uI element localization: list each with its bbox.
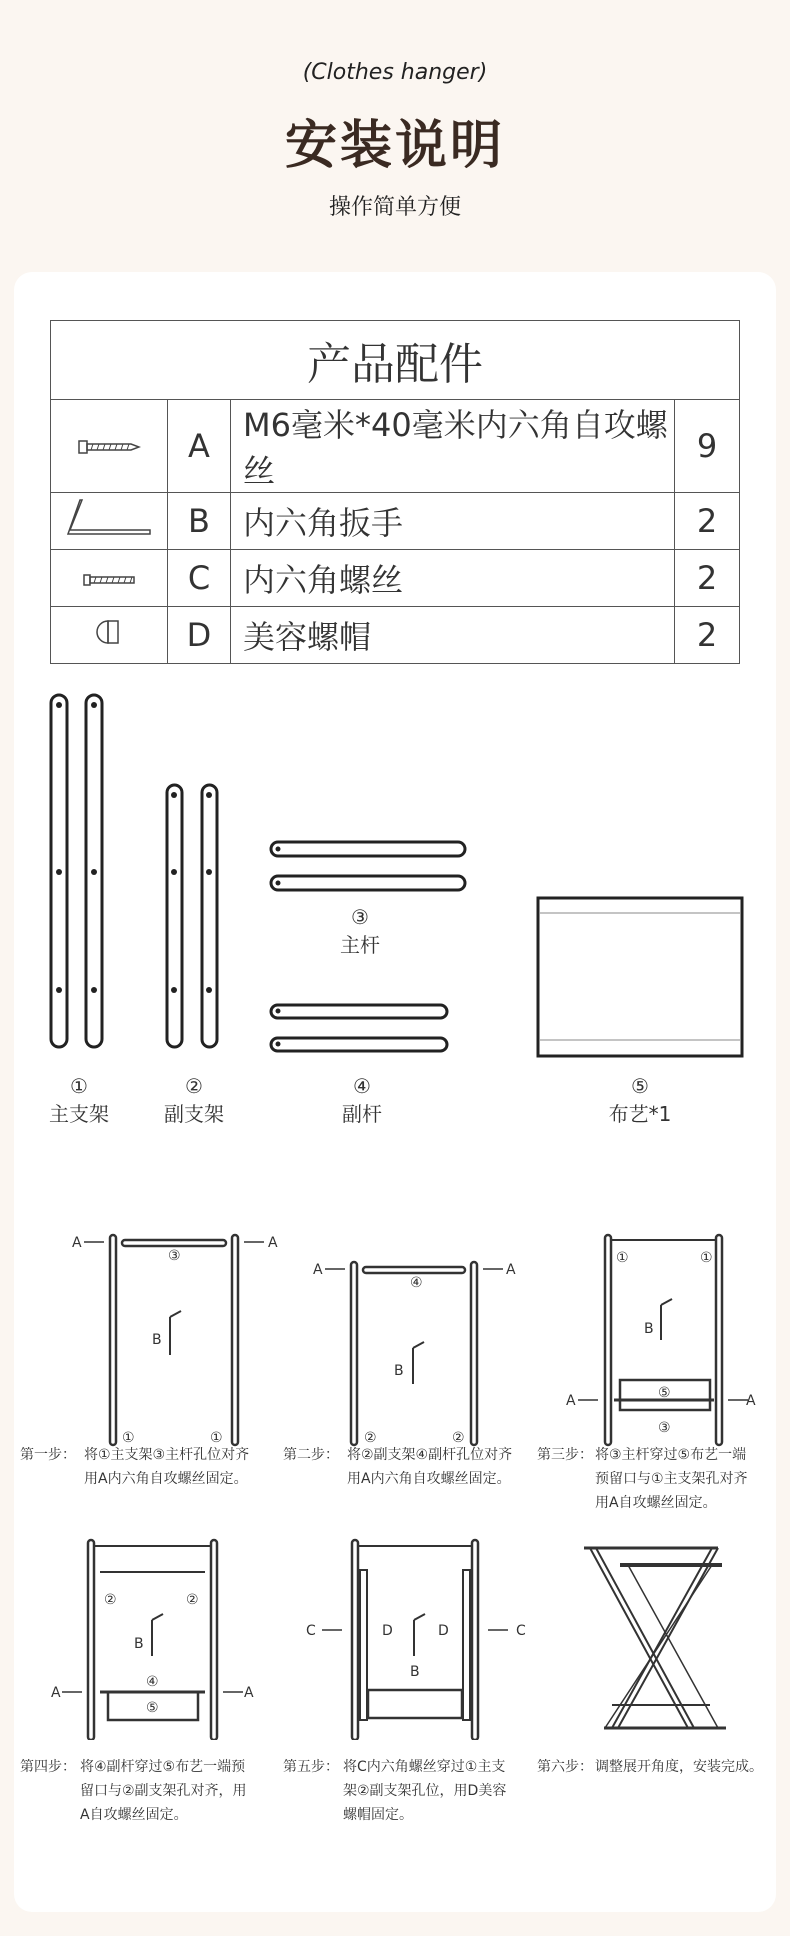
part-name: 内六角螺丝 [231,550,675,607]
fabric-panel-drawing [538,898,742,1056]
diagram-label: A [72,1235,82,1251]
part-letter: A [168,400,231,493]
part-letter: B [168,493,231,550]
svg-text:②: ② [452,1430,465,1446]
step-caption: 第五步： 将C内六角螺丝穿过①主支 架②副支架孔位，用D美容 螺帽固定。 [283,1759,507,1823]
svg-text:A: A [244,1685,254,1701]
svg-text:⑤: ⑤ [146,1700,159,1716]
component-label: ⑤ 布艺*1 [608,1074,672,1126]
table-row [51,493,740,550]
cap-nut-icon [51,607,168,664]
svg-text:A: A [506,1262,516,1278]
hex-key-icon [51,493,168,550]
step-caption: 第四步： 将④副杆穿过⑤布艺一端预 留口与②副支架孔对齐，用 A自攻螺丝固定。 [20,1759,247,1823]
svg-text:D: D [382,1623,393,1639]
svg-text:②: ② [364,1430,377,1446]
svg-text:②: ② [104,1592,117,1608]
component-label: ② 副支架 [164,1074,224,1126]
component-label: ③ 主杆 [340,905,380,957]
step3-diagram [578,1235,748,1445]
parts-table [50,320,740,664]
svg-text:①: ① [616,1250,629,1266]
svg-text:A: A [746,1393,756,1409]
part-name: 美容螺帽 [231,607,675,664]
part-name: 内六角扳手 [231,493,675,550]
svg-text:A: A [566,1393,576,1409]
part-letter: D [168,607,231,664]
step1-diagram [84,1235,264,1445]
svg-text:⑤: ⑤ [658,1385,671,1401]
components-drawing [0,685,790,1085]
svg-text:④: ④ [410,1275,423,1291]
part-qty: 9 [675,400,740,493]
svg-text:B: B [134,1636,144,1652]
svg-text:D: D [438,1623,449,1639]
svg-text:①: ① [700,1250,713,1266]
svg-text:②: ② [186,1592,199,1608]
subtitle-en: (Clothes hanger) [302,60,488,85]
svg-text:①: ① [122,1430,135,1446]
svg-text:C: C [516,1623,526,1639]
parts-table-heading: 产品配件 [51,321,740,400]
page-title: 安装说明 [284,116,505,176]
screw-icon [51,550,168,607]
step5-diagram [322,1540,508,1740]
part-qty: 2 [675,493,740,550]
svg-text:B: B [410,1664,420,1680]
step-caption: 第三步： 将③主杆穿过⑤布艺一端 预留口与①主支架孔对齐 用A自攻螺丝固定。 [537,1447,748,1511]
step-caption: 第一步： 将①主支架③主杆孔位对齐 用A内六角自攻螺丝固定。 [20,1447,250,1487]
table-row [51,400,740,493]
svg-text:④: ④ [146,1674,159,1690]
svg-text:A: A [268,1235,278,1251]
svg-text:A: A [313,1262,323,1278]
tagline: 操作简单方便 [328,195,461,220]
svg-text:C: C [306,1623,316,1639]
svg-text:③: ③ [168,1248,181,1264]
step-caption: 第六步： 调整展开角度，安装完成。 [537,1759,763,1775]
part-name: M6毫米*40毫米内六角自攻螺丝 [231,400,675,493]
step6-diagram [584,1548,726,1728]
component-label: ① 主支架 [49,1074,109,1126]
svg-text:B: B [394,1363,404,1379]
svg-text:B: B [152,1332,162,1348]
svg-text:①: ① [210,1430,223,1446]
table-row [51,550,740,607]
part-letter: C [168,550,231,607]
step-caption: 第二步： 将②副支架④副杆孔位对齐 用A内六角自攻螺丝固定。 [283,1447,513,1487]
screw-icon [51,400,168,493]
part-qty: 2 [675,550,740,607]
svg-text:B: B [644,1321,654,1337]
part-qty: 2 [675,607,740,664]
svg-text:③: ③ [658,1420,671,1436]
svg-text:A: A [51,1685,61,1701]
table-row [51,607,740,664]
component-label: ④ 副杆 [342,1074,382,1126]
